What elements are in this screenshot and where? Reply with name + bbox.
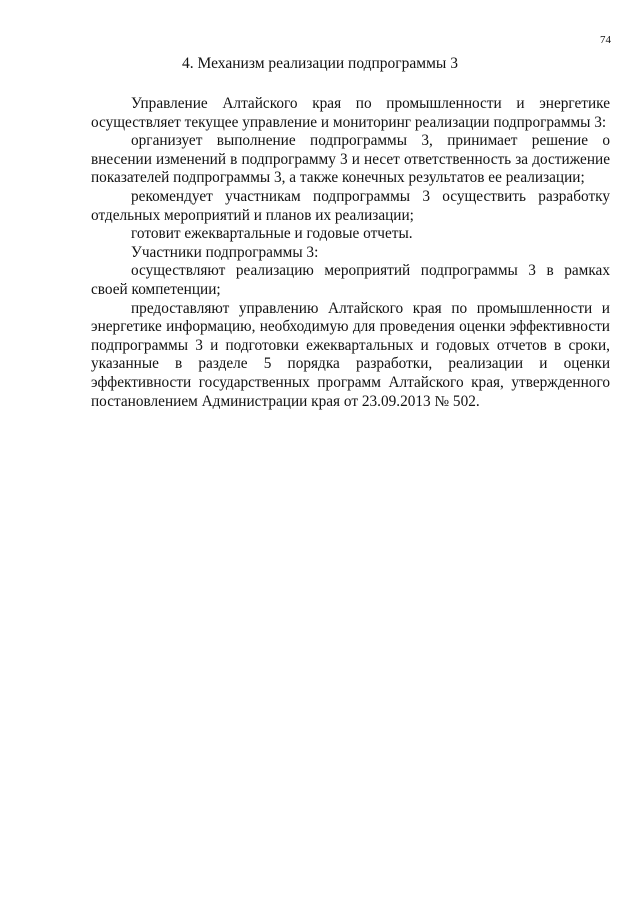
paragraph-implement: осуществляют реализацию мероприятий подпрограммы 3 в рамках своей компетенции; bbox=[91, 262, 610, 298]
document-body bbox=[91, 95, 610, 411]
page-number: 74 bbox=[600, 34, 611, 46]
section-title: 4. Механизм реализации подпрограммы 3 bbox=[182, 55, 458, 72]
paragraph-organizes: организует выполнение подпрограммы 3, принимает решение о внесении изменений в подпрограмму 3 и несет ответственность за достижение показателей подпрограммы 3, а также конечных результатов ее реализации; bbox=[91, 132, 610, 187]
paragraph-participants: Участники подпрограммы 3: bbox=[131, 243, 319, 261]
paragraph-management: Управление Алтайского края по промышленности и энергетике осуществляет текущее управление и мониторинг реализации подпрограммы 3: bbox=[91, 95, 610, 131]
paragraph-provide: предоставляют управлению Алтайского края по промышленности и энергетике информацию, необходимую для проведения оценки эффективности подпрограммы 3 и подготовки ежеквартальных и годовых отчетов в сроки, указанные в разделе 5 порядка разработки, реализации и оценки эффективности государственных программ Алтайского края, утвержденного постановлением Администрации края от 23.09.2013 № 502. bbox=[91, 299, 610, 410]
paragraph-recommends: рекомендует участникам подпрограммы 3 осуществить разработку отдельных мероприятий и планов их реализации; bbox=[91, 187, 610, 224]
paragraph-reports: готовит ежеквартальные и годовые отчеты. bbox=[131, 225, 413, 243]
